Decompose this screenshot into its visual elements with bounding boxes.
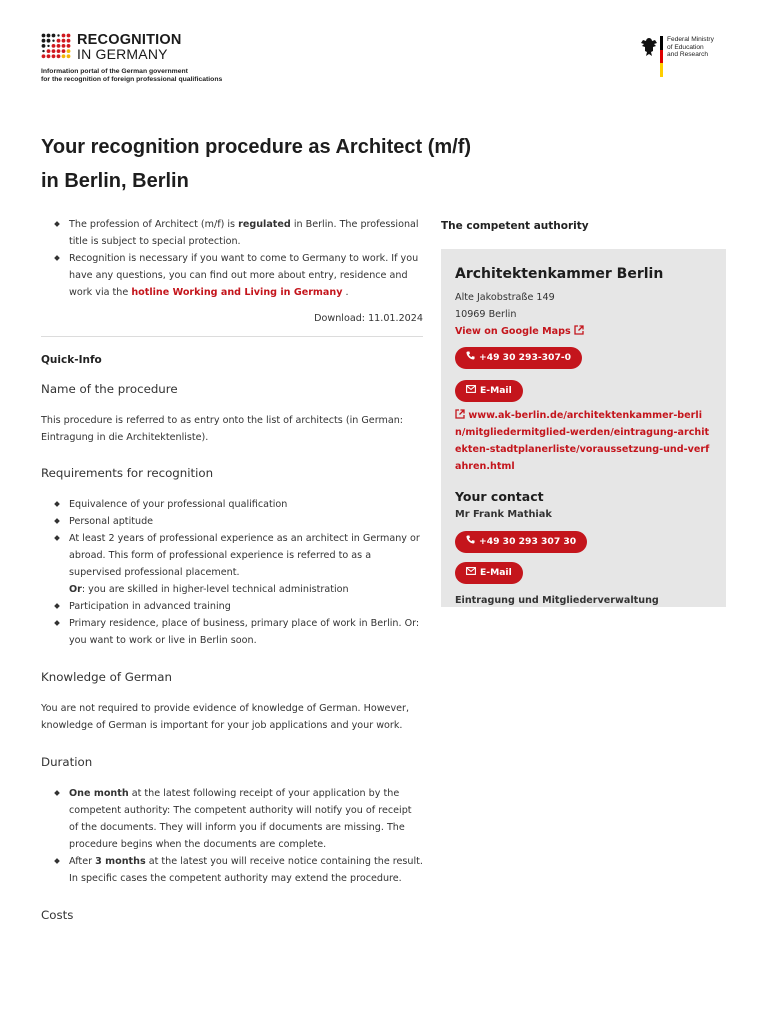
- ministry-logo: [640, 36, 730, 78]
- list-item: Equivalence of your professional qualification: [41, 496, 423, 513]
- external-link-icon: [455, 409, 465, 419]
- requirements-list: [41, 496, 423, 649]
- authority-card: [441, 249, 726, 607]
- quickinfo-title: Quick-Info: [41, 354, 102, 366]
- logo-subtitle: IN GERMANY: [77, 46, 168, 62]
- phone-icon: [466, 535, 475, 544]
- procedure-name-text: This procedure is referred to as entry onto the list of architects (in German: Eintragung in die Architektenliste).: [41, 415, 404, 443]
- divider: [41, 336, 423, 337]
- authority-website-link[interactable]: www.ak-berlin.de/architektenkammer-berlin/mitgliedermitglied-werden/eintragung-architekten-stadtplanerliste/voraussetzung-und-verfahren.html: [455, 410, 710, 472]
- german-text: You are not required to provide evidence of knowledge of German. However, knowledge of German is important for your job applications and your work.: [41, 703, 410, 731]
- external-link-icon: [574, 325, 584, 335]
- email-button[interactable]: E-Mail: [455, 380, 523, 402]
- hotline-link[interactable]: hotline Working and Living in Germany: [131, 287, 343, 298]
- duration-heading: Duration: [41, 755, 93, 769]
- logo-description: Information portal of the German government for the recognition of foreign professional qualifications: [41, 68, 223, 83]
- list-item: Recognition is necessary if you want to come to Germany to work. If you have any questions, you can find out more about entry, residence and work via the hotline Working and Living in Germany .: [41, 250, 423, 301]
- envelope-icon: [466, 385, 476, 393]
- list-item: The profession of Architect (m/f) is regulated in Berlin. The professional title is subject to special protection.: [41, 216, 423, 250]
- list-item: After 3 months at the latest you will receive notice containing the result. In specific cases the competent authority may extend the procedure.: [41, 853, 423, 887]
- authority-heading: The competent authority: [441, 220, 589, 232]
- authority-name: Architektenkammer Berlin: [455, 266, 664, 282]
- envelope-icon: [466, 567, 476, 575]
- contact-phone-button[interactable]: +49 30 293 307 30: [455, 531, 587, 553]
- list-item: Participation in advanced training: [41, 598, 423, 615]
- list-item: Personal aptitude: [41, 513, 423, 530]
- list-item: One month at the latest following receipt of your application by the competent authority: The competent authority will notify you of receipt of the documents. They will inform you if documents are missing. The procedure begins when the documents are complete.: [41, 785, 423, 853]
- procedure-name-heading: Name of the procedure: [41, 382, 178, 396]
- federal-eagle-icon: [640, 37, 658, 57]
- contact-name: Mr Frank Mathiak: [455, 509, 552, 520]
- google-maps-link[interactable]: View on Google Maps: [455, 323, 712, 340]
- phone-icon: [466, 351, 475, 360]
- contact-department: Eintragung und Mitgliederverwaltung: [455, 595, 659, 606]
- logo-title: RECOGNITION: [77, 32, 182, 48]
- costs-heading: Costs: [41, 908, 74, 922]
- authority-address: Alte Jakobstraße 149 10969 Berlin: [455, 292, 555, 320]
- list-item: Primary residence, place of business, primary place of work in Berlin. Or: you want to work or live in Berlin soon.: [41, 615, 423, 649]
- list-item: At least 2 years of professional experience as an architect in Germany or abroad. This form of professional experience is referred to as a supervised professional placement. Or: you are skilled in higher-level technical administration: [41, 530, 423, 598]
- duration-list: [41, 785, 423, 887]
- phone-button[interactable]: +49 30 293-307-0: [455, 347, 582, 369]
- download-date: Download: 11.01.2024: [314, 313, 423, 324]
- main-content: [41, 216, 423, 924]
- contact-email-button[interactable]: E-Mail: [455, 562, 523, 584]
- requirements-heading: Requirements for recognition: [41, 466, 214, 480]
- german-flag-stripe: [660, 36, 663, 77]
- logo-dots-icon: [41, 33, 71, 59]
- german-heading: Knowledge of German: [41, 670, 172, 684]
- ministry-name: Federal Ministry of Education and Research: [667, 36, 714, 58]
- intro-list: [41, 216, 423, 301]
- contact-heading: Your contact: [455, 489, 544, 504]
- page-title: Your recognition procedure as Architect (m/f) in Berlin, Berlin: [41, 136, 472, 192]
